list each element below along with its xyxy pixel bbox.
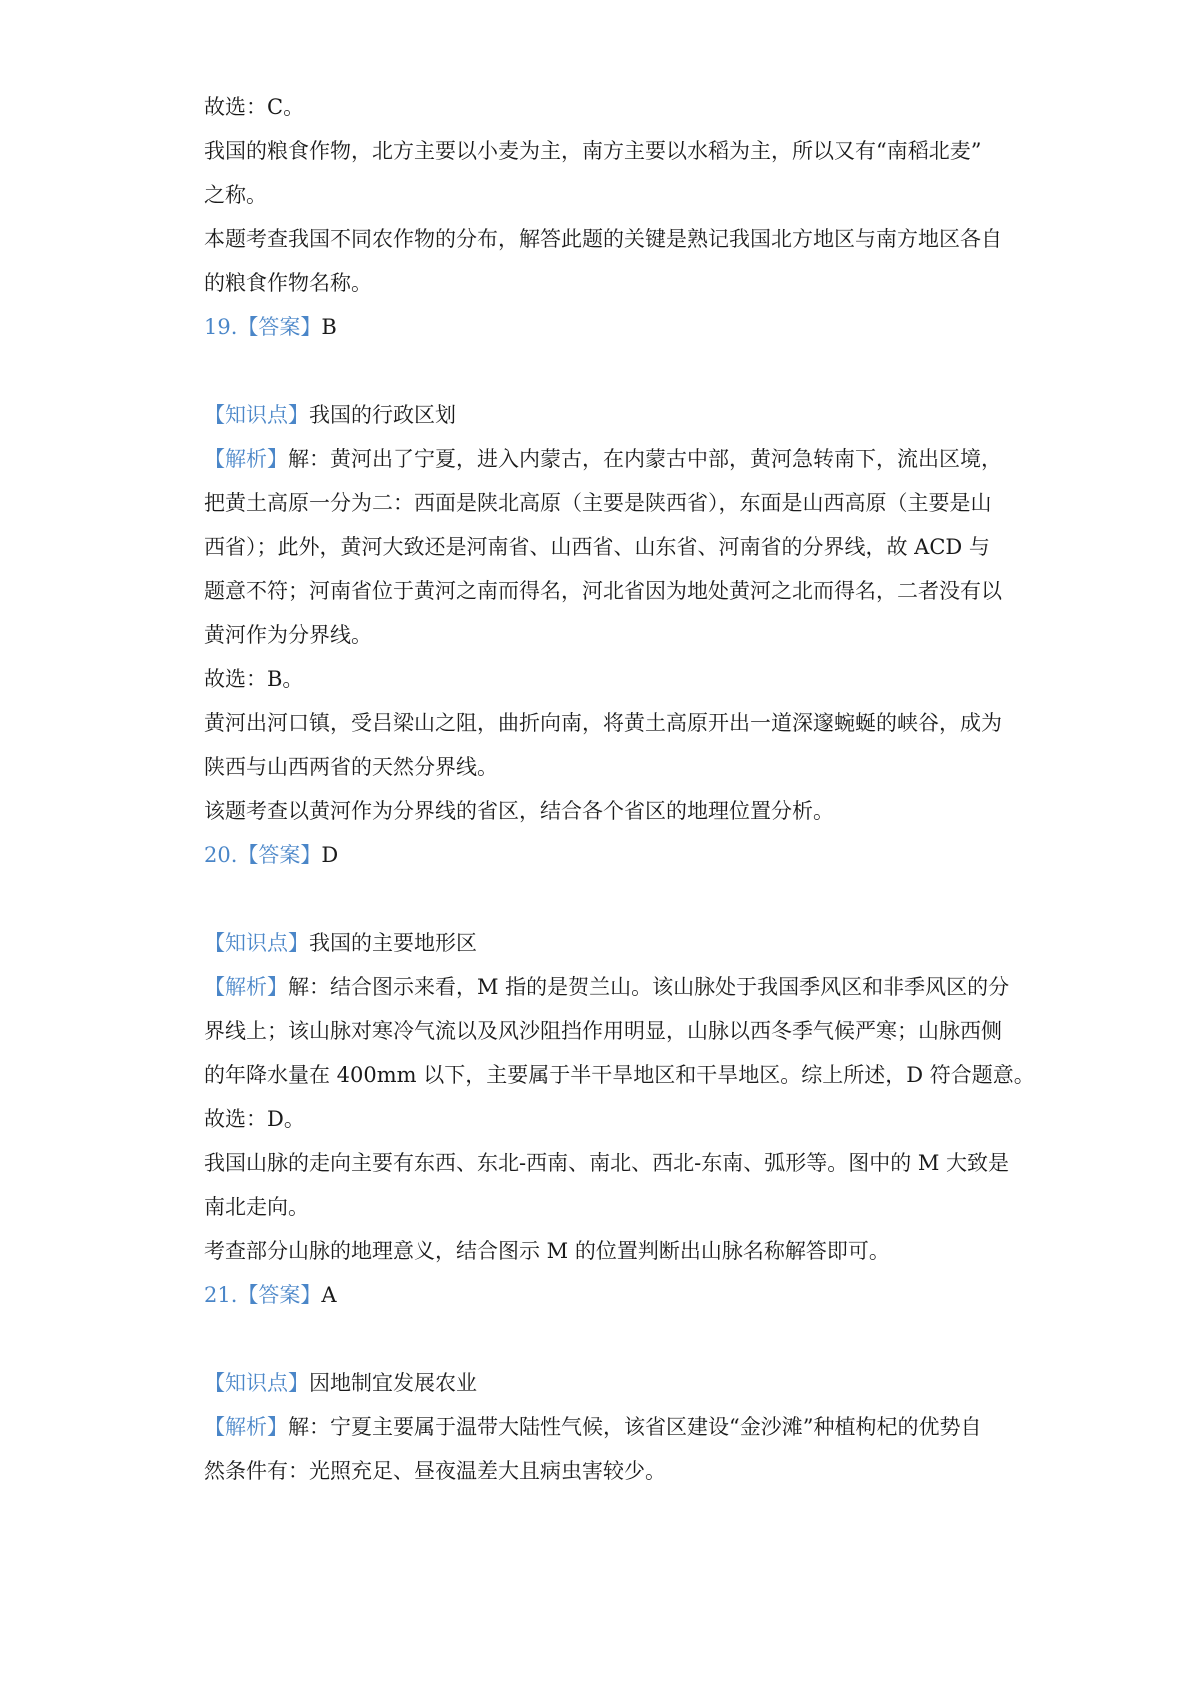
- q18-comment-line-1: 本题考查我国不同农作物的分布，解答此题的关键是熟记我国北方地区与南方地区各自: [204, 227, 1002, 251]
- q21-analysis-line-1: [204, 1412, 1004, 1442]
- q20-choose-line: 故选：D。: [204, 1107, 305, 1131]
- q21-knowledge-tag: 【知识点】: [204, 1371, 309, 1395]
- q20-answer-line: [204, 840, 1004, 870]
- q21-analysis-tag: 【解析】: [204, 1415, 288, 1439]
- q20-explain-line-1: 我国山脉的走向主要有东西、东北-西南、南北、西北-东南、弧形等。图中的 M 大致是: [204, 1151, 1010, 1175]
- q20-knowledge-line: [204, 928, 1004, 958]
- q20-answer: D: [321, 843, 339, 867]
- q18-choose-line: 故选：C。: [204, 95, 305, 119]
- q19-choose-line: 故选：B。: [204, 667, 304, 691]
- q19-knowledge: 我国的行政区划: [309, 403, 456, 427]
- q19-analysis-text-1: 解：黄河出了宁夏，进入内蒙古，在内蒙古中部，黄河急转南下，流出区境，: [288, 447, 1002, 471]
- q21-number: 21.: [204, 1283, 238, 1307]
- q19-analysis-tag: 【解析】: [204, 447, 288, 471]
- q20-analysis-line-2: 界线上；该山脉对寒冷气流以及风沙阻挡作用明显，山脉以西冬季气候严寒；山脉西侧: [204, 1019, 1002, 1043]
- q20-comment-line: 考查部分山脉的地理意义，结合图示 M 的位置判断出山脉名称解答即可。: [204, 1239, 890, 1263]
- q20-analysis-tag: 【解析】: [204, 975, 288, 999]
- q21-analysis-text-1: 解：宁夏主要属于温带大陆性气候，该省区建设“金沙滩”种植枸杞的优势自: [288, 1415, 982, 1439]
- q19-answer-line: [204, 312, 1004, 342]
- q19-explain-line-1: 黄河出河口镇，受吕梁山之阻，曲折向南，将黄土高原开出一道深邃蜿蜒的峡谷，成为: [204, 711, 1002, 735]
- q20-number: 20.: [204, 843, 238, 867]
- q20-knowledge-tag: 【知识点】: [204, 931, 309, 955]
- q19-analysis-line-3: 西省）；此外，黄河大致还是河南省、山西省、山东省、河南省的分界线，故 ACD 与: [204, 535, 990, 559]
- q20-analysis-line-3: 的年降水量在 400mm 以下，主要属于半干旱地区和干旱地区。综上所述，D 符合题意。: [204, 1063, 1035, 1087]
- q20-analysis-text-1: 解：结合图示来看，M 指的是贺兰山。该山脉处于我国季风区和非季风区的分: [288, 975, 1010, 999]
- q18-explain-line-1: 我国的粮食作物，北方主要以小麦为主，南方主要以水稻为主，所以又有“南稻北麦”: [204, 139, 982, 163]
- q20-answer-tag: 【答案】: [237, 843, 322, 867]
- q20-analysis-line-1: [204, 972, 1010, 1002]
- q18-comment-line-2: 的粮食作物名称。: [204, 271, 372, 295]
- q19-explain-line-2: 陕西与山西两省的天然分界线。: [204, 755, 498, 779]
- q19-comment-line: 该题考查以黄河作为分界线的省区，结合各个省区的地理位置分析。: [204, 799, 834, 823]
- q19-answer: B: [321, 315, 337, 339]
- q18-explain-line-2: 之称。: [204, 183, 267, 207]
- q21-knowledge-line: [204, 1368, 1004, 1398]
- q19-answer-tag: 【答案】: [237, 315, 322, 339]
- q21-answer-line: [204, 1280, 1004, 1310]
- q19-number: 19.: [204, 315, 238, 339]
- q19-analysis-line-2: 把黄土高原一分为二：西面是陕北高原（主要是陕西省），东面是山西高原（主要是山: [204, 491, 992, 515]
- q19-knowledge-tag: 【知识点】: [204, 403, 309, 427]
- q21-answer: A: [321, 1283, 337, 1307]
- q20-explain-line-2: 南北走向。: [204, 1195, 309, 1219]
- q19-analysis-line-1: [204, 444, 1004, 474]
- q21-answer-tag: 【答案】: [237, 1283, 322, 1307]
- q19-knowledge-line: [204, 400, 1004, 430]
- q21-analysis-line-2: 然条件有：光照充足、昼夜温差大且病虫害较少。: [204, 1459, 666, 1483]
- q19-analysis-line-4: 题意不符；河南省位于黄河之南而得名，河北省因为地处黄河之北而得名，二者没有以: [204, 579, 1002, 603]
- q19-analysis-line-5: 黄河作为分界线。: [204, 623, 372, 647]
- q20-knowledge: 我国的主要地形区: [309, 931, 477, 955]
- q21-knowledge: 因地制宜发展农业: [309, 1371, 477, 1395]
